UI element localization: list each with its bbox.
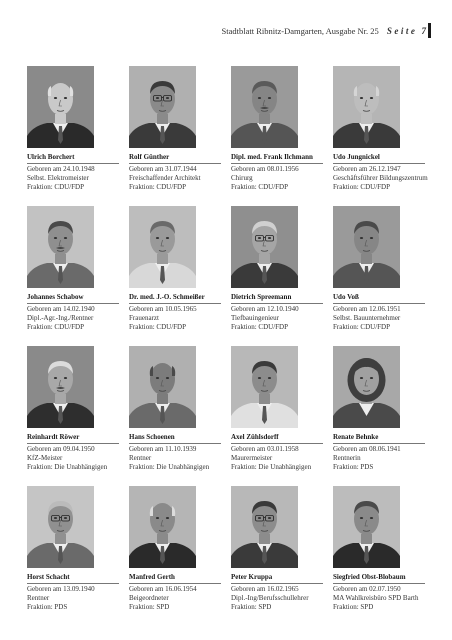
councillor-name: Udo Jungnickel	[333, 153, 380, 161]
faction: Fraktion: Die Unabhängigen	[231, 462, 312, 471]
portrait-photo	[231, 486, 298, 568]
councillor-name: Udo Voß	[333, 293, 359, 301]
name-divider	[129, 583, 221, 584]
councillor-name: Ulrich Borchert	[27, 153, 75, 161]
birth-date: Geboren am 03.01.1958	[231, 445, 299, 453]
name-divider	[231, 163, 323, 164]
councillor-card	[27, 346, 119, 471]
faction: Fraktion: CDU/FDP	[27, 322, 84, 331]
faction: Fraktion: CDU/FDP	[231, 182, 288, 191]
portrait-photo	[129, 486, 196, 568]
portrait-photo	[333, 346, 400, 428]
councillor-card	[129, 66, 221, 191]
councillor-name: Dietrich Spreemann	[231, 293, 292, 301]
name-divider	[27, 443, 119, 444]
birth-date: Geboren am 11.10.1939	[129, 445, 197, 453]
faction: Fraktion: SPD	[333, 602, 374, 611]
portrait-photo	[231, 206, 298, 288]
name-divider	[129, 303, 221, 304]
councillor-card	[333, 66, 428, 191]
profession: Dipl.-Agr.-Ing./Rentner	[27, 313, 94, 322]
councillor-name: Dipl. med. Frank Ilchmann	[231, 153, 313, 161]
portrait-photo	[333, 486, 400, 568]
portrait-photo	[27, 206, 94, 288]
councillor-name: Reinhardt Röwer	[27, 433, 80, 441]
councillor-name: Rolf Günther	[129, 153, 170, 161]
portrait-photo	[129, 206, 196, 288]
faction: Fraktion: CDU/FDP	[231, 322, 288, 331]
birth-date: Geboren am 31.07.1944	[129, 165, 197, 173]
name-divider	[333, 583, 425, 584]
faction: Fraktion: CDU/FDP	[129, 322, 186, 331]
councillor-name: Peter Kruppa	[231, 573, 273, 581]
birth-date: Geboren am 08.01.1956	[231, 165, 299, 173]
portrait-photo	[129, 66, 196, 148]
councillor-card	[129, 486, 221, 611]
header-bar	[428, 23, 431, 38]
name-divider	[129, 163, 221, 164]
publication-title: Stadtblatt Ribnitz-Damgarten, Ausgabe Nr. 25	[221, 26, 379, 36]
portrait-photo	[333, 206, 400, 288]
profession: Tiefbauingenieur	[231, 313, 279, 322]
profession: KfZ-Meister	[27, 453, 63, 462]
councillor-card	[27, 206, 119, 331]
faction: Fraktion: Die Unabhängigen	[129, 462, 210, 471]
profession: Rentner	[27, 593, 50, 602]
name-divider	[231, 443, 323, 444]
name-divider	[27, 583, 119, 584]
name-divider	[27, 303, 119, 304]
councillor-card	[231, 206, 323, 331]
birth-date: Geboren am 14.02.1940	[27, 305, 95, 313]
name-divider	[231, 583, 323, 584]
councillor-grid	[27, 66, 427, 626]
birth-date: Geboren am 12.06.1951	[333, 305, 401, 313]
profession: Selbst. Bauunternehmer	[333, 313, 401, 322]
birth-date: Geboren am 13.09.1940	[27, 585, 95, 593]
birth-date: Geboren am 16.06.1954	[129, 585, 197, 593]
councillor-name: Horst Schacht	[27, 573, 70, 581]
profession: Freischaffender Architekt	[129, 173, 201, 182]
portrait-photo	[129, 346, 196, 428]
portrait-photo	[27, 66, 94, 148]
councillor-card	[129, 346, 221, 471]
councillor-card	[333, 486, 425, 611]
name-divider	[27, 163, 119, 164]
name-divider	[333, 163, 425, 164]
profession: Rentnerin	[333, 453, 361, 462]
councillor-card	[231, 486, 323, 611]
portrait-photo	[231, 66, 298, 148]
profession: MA Wahlkreisbüro SPD Barth	[333, 593, 419, 602]
profession: Frauenarzt	[129, 313, 159, 322]
councillor-card	[333, 206, 425, 331]
name-divider	[333, 443, 425, 444]
page-header	[0, 26, 426, 36]
faction: Fraktion: SPD	[129, 602, 170, 611]
faction: Fraktion: CDU/FDP	[333, 182, 390, 191]
birth-date: Geboren am 10.05.1965	[129, 305, 197, 313]
councillor-card	[27, 486, 119, 611]
councillor-name: Dr. med. J.-O. Schmeißer	[129, 293, 205, 301]
birth-date: Geboren am 16.02.1965	[231, 585, 299, 593]
birth-date: Geboren am 24.10.1948	[27, 165, 95, 173]
councillor-name: Manfred Gerth	[129, 573, 175, 581]
councillor-card	[27, 66, 119, 191]
portrait-photo	[231, 346, 298, 428]
portrait-photo	[27, 346, 94, 428]
profession: Rentner	[129, 453, 152, 462]
faction: Fraktion: PDS	[333, 462, 374, 471]
profession: Selbst. Elektromeister	[27, 173, 89, 182]
birth-date: Geboren am 09.04.1950	[27, 445, 95, 453]
name-divider	[333, 303, 425, 304]
councillor-name: Siegfried Obst-Blobaum	[333, 573, 406, 581]
name-divider	[129, 443, 221, 444]
faction: Fraktion: SPD	[231, 602, 272, 611]
councillor-card	[129, 206, 221, 331]
profession: Dipl.-Ing/Berufsschullehrer	[231, 593, 309, 602]
birth-date: Geboren am 12.10.1940	[231, 305, 299, 313]
councillor-card	[231, 346, 323, 471]
faction: Fraktion: Die Unabhängigen	[27, 462, 108, 471]
profession: Geschäftsführer Bildungszentrum	[333, 173, 428, 182]
birth-date: Geboren am 02.07.1950	[333, 585, 401, 593]
councillor-name: Axel Zühlsdorff	[231, 433, 279, 441]
councillor-card	[333, 346, 425, 471]
portrait-photo	[333, 66, 400, 148]
councillor-card	[231, 66, 323, 191]
birth-date: Geboren am 26.12.1947	[333, 165, 401, 173]
page-number: 7	[421, 26, 426, 36]
portrait-photo	[27, 486, 94, 568]
seite-label: Seite	[386, 26, 418, 36]
faction: Fraktion: PDS	[27, 602, 68, 611]
councillor-name: Johannes Schabow	[27, 293, 84, 301]
profession: Beigeordneter	[129, 593, 169, 602]
faction: Fraktion: CDU/FDP	[129, 182, 186, 191]
name-divider	[231, 303, 323, 304]
profession: Maurermeister	[231, 453, 273, 462]
faction: Fraktion: CDU/FDP	[27, 182, 84, 191]
faction: Fraktion: CDU/FDP	[333, 322, 390, 331]
councillor-name: Hans Schoenen	[129, 433, 175, 441]
birth-date: Geboren am 08.06.1941	[333, 445, 401, 453]
councillor-name: Renate Behnke	[333, 433, 379, 441]
profession: Chirurg	[231, 173, 253, 182]
